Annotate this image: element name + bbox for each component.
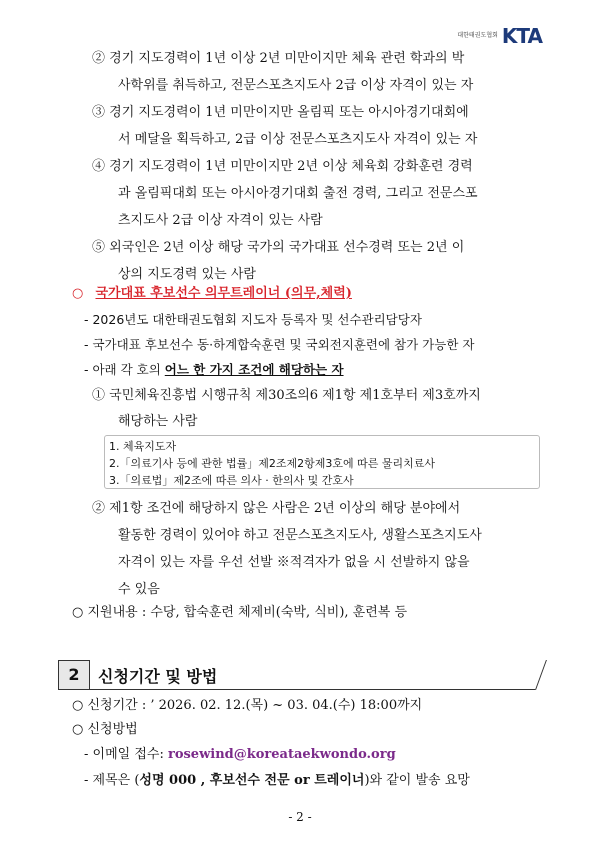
application-method: ○ 신청방법	[72, 722, 138, 737]
trainer-heading	[72, 285, 352, 303]
qualification-item-1: 1. 체육지도자	[109, 440, 177, 453]
qualification-box	[104, 435, 540, 489]
subject-prefix: - 제목은 (	[84, 773, 140, 788]
trainer-detail-1: - 2026년도 대한태권도협회 지도자 등록자 및 선수관리담당자	[84, 312, 422, 327]
item-3-line2: 서 메달을 획득하고, 2급 이상 전문스포츠지도사 자격이 있는 자	[118, 132, 478, 147]
section-2-header	[58, 660, 546, 690]
section-title: 신청기간 및 방법	[98, 667, 218, 686]
logo-mark: KTA	[501, 24, 542, 48]
trainer-detail-3	[84, 361, 344, 379]
trainer-detail-2: - 국가대표 후보선수 동·하계합숙훈련 및 국외전지훈련에 참가 가능한 자	[84, 337, 475, 352]
condition-1-line1: ① 국민체육진흥법 시행규칙 제30조의6 제1항 제1호부터 제3호까지	[92, 388, 481, 403]
item-4-line3: 츠지도사 2급 이상 자격이 있는 사람	[118, 213, 323, 228]
trainer-detail-3-emphasis: 어느 한 가지 조건에 해당하는 자	[164, 362, 344, 377]
condition-2-line1: ② 제1항 조건에 해당하지 않은 사람은 2년 이상의 해당 분야에서	[92, 501, 461, 516]
section-underline	[90, 689, 535, 690]
email-address[interactable]: rosewind@koreataekwondo.org	[167, 747, 396, 762]
item-2-line1: ② 경기 지도경력이 1년 이상 2년 미만이지만 체육 관련 학과의 박	[92, 51, 465, 66]
condition-2-line4: 수 있음	[118, 582, 160, 597]
subject-suffix: )와 같이 발송 요망	[364, 773, 470, 788]
condition-2-line3: 자격이 있는 자를 우선 선발 ※적격자가 없을 시 선발하지 않을	[118, 555, 470, 570]
item-4-line1: ④ 경기 지도경력이 1년 미만이지만 2년 이상 체육회 강화훈련 경력	[92, 159, 473, 174]
qualification-item-3: 3.「의료법」제2조에 따른 의사 · 한의사 및 간호사	[109, 474, 354, 487]
page-number: - 2 -	[288, 810, 312, 824]
kta-logo	[457, 24, 542, 48]
condition-1-line2: 해당하는 사람	[118, 414, 198, 429]
qualification-item-2: 2.「의료기사 등에 관한 법률」제2조제2항제3호에 따른 물리치료사	[109, 457, 435, 470]
subject-line	[84, 772, 470, 790]
email-label: - 이메일 접수:	[84, 747, 168, 762]
condition-2-line2: 활동한 경력이 있어야 하고 전문스포츠지도사, 생활스포츠지도사	[118, 528, 482, 543]
support-content: ○ 지원내용 : 수당, 합숙훈련 체제비(숙박, 식비), 훈련복 등	[72, 605, 408, 620]
trainer-heading-text: 국가대표 후보선수 의무트레이너 (의무,체력)	[95, 286, 352, 301]
section-number: 2	[58, 660, 90, 690]
item-5-line1: ⑤ 외국인은 2년 이상 해당 국가의 국가대표 선수경력 또는 2년 이	[92, 240, 465, 255]
subject-format: 성명 000 , 후보선수 전문 or 트레이너	[139, 773, 365, 788]
trainer-detail-3-prefix: - 아래 각 호의	[84, 362, 165, 377]
email-line	[84, 746, 396, 764]
item-3-line1: ③ 경기 지도경력이 1년 미만이지만 올림픽 또는 아시아경기대회에	[92, 105, 469, 120]
trainer-heading-bullet: ○	[72, 286, 84, 301]
item-2-line2: 사학위를 취득하고, 전문스포츠지도사 2급 이상 자격이 있는 자	[118, 78, 474, 93]
item-4-line2: 과 올림픽대회 또는 아시아경기대회 출전 경력, 그리고 전문스포	[118, 186, 478, 201]
logo-org-name: 대한태권도협회	[457, 31, 498, 39]
section-diagonal	[535, 660, 549, 690]
application-period: ○ 신청기간 : ’ 2026. 02. 12.(목) ~ 03. 04.(수) 18:00까지	[72, 698, 423, 713]
item-5-line2: 상의 지도경력 있는 사람	[118, 267, 256, 282]
